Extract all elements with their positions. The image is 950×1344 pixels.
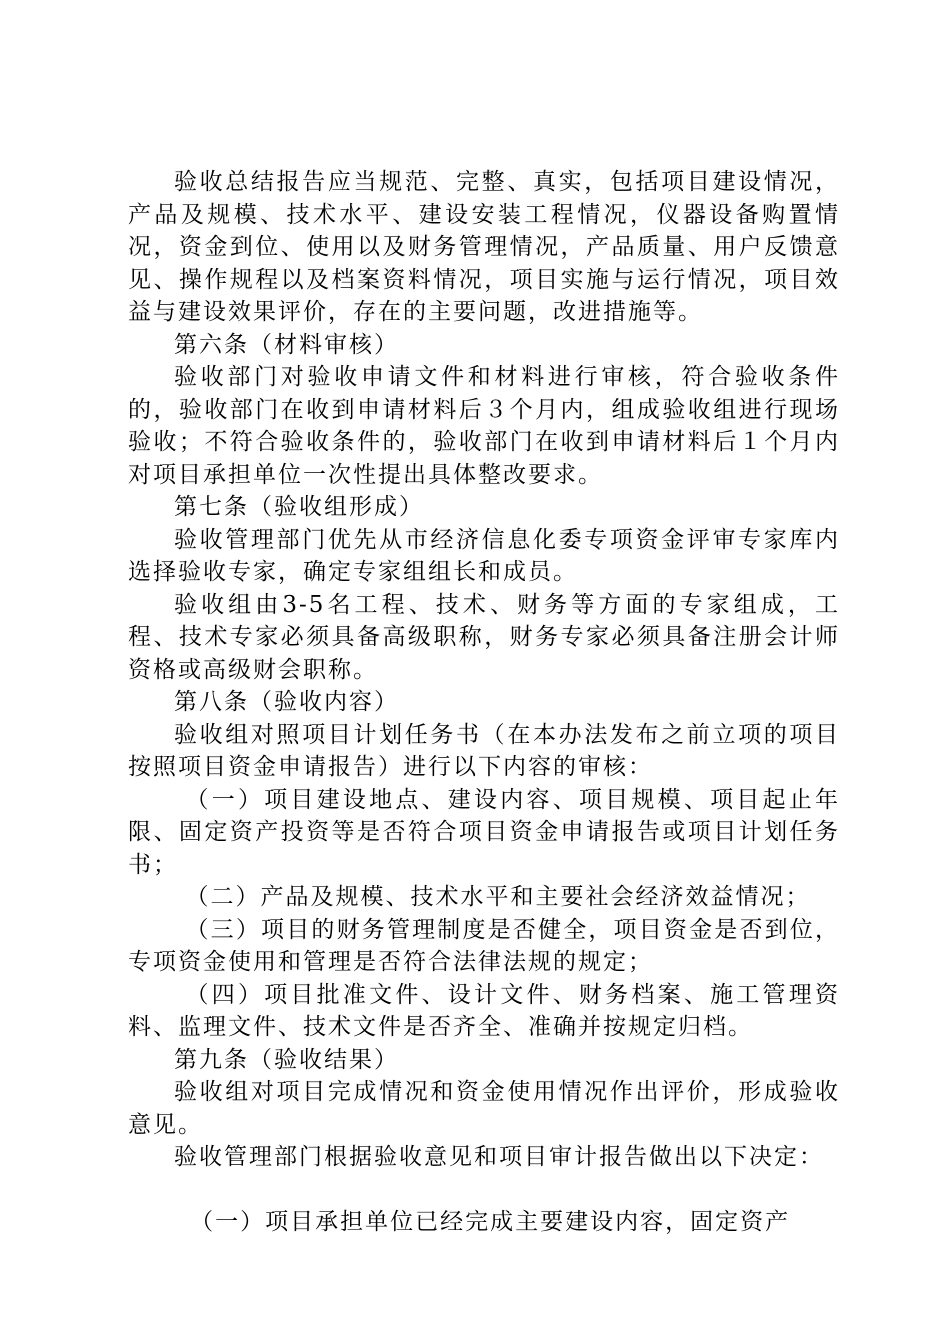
paragraph-spacer	[128, 1174, 840, 1206]
document-page	[128, 166, 840, 1238]
paragraph-decision: 验收管理部门根据验收意见和项目审计报告做出以下决定：	[174, 1144, 824, 1170]
paragraph-evaluation: 验收组对项目完成情况和资金使用情况作出评价，形成验收意见。	[128, 1079, 840, 1138]
article-8-heading: 第八条（验收内容）	[174, 689, 399, 715]
article-6-heading: 第六条（材料审核）	[174, 331, 399, 358]
review-item-2: （二）产品及规模、技术水平和主要社会经济效益情况；	[185, 884, 811, 910]
paragraph-expert-selection: 验收管理部门优先从市经济信息化委专项资金评审专家库内选择验收专家，确定专家组组长和成员。	[128, 526, 840, 585]
paragraph-summary-report: 验收总结报告应当规范、完整、真实，包括项目建设情况，产品及规模、技术水平、建设安装工程情况，仪器设备购置情况，资金到位、使用以及财务管理情况，产品质量、用户反馈意见、操作规程以及档案资料情况，项目实施与运行情况，项目效益与建设效果评价，存在的主要问题，改进措施等。	[128, 169, 840, 325]
paragraph-expert-composition: 验收组由3-5名工程、技术、财务等方面的专家组成，工程、技术专家必须具备高级职称，财务专家必须具备注册会计师资格或高级财会职称。	[128, 591, 840, 683]
review-item-1: （一）项目建设地点、建设内容、项目规模、项目起止年限、固定资产投资等是否符合项目资金申请报告或项目计划任务书；	[128, 786, 840, 878]
article-7-heading: 第七条（验收组形成）	[174, 494, 424, 520]
review-item-3: （三）项目的财务管理制度是否健全，项目资金是否到位，专项资金使用和管理是否符合法律法规的规定；	[128, 916, 840, 975]
decision-item-1: （一）项目承担单位已经完成主要建设内容，固定资产	[190, 1208, 791, 1235]
paragraph-material-review: 验收部门对验收申请文件和材料进行审核，符合验收条件的，验收部门在收到申请材料后３个月内，组成验收组进行现场验收；不符合验收条件的，验收部门在收到申请材料后１个月内对项目承担单位一次性提出具体整改要求。	[128, 364, 840, 488]
review-item-4: （四）项目批准文件、设计文件、财务档案、施工管理资料、监理文件、技术文件是否齐全、准确并按规定归档。	[128, 981, 840, 1040]
paragraph-review-basis: 验收组对照项目计划任务书（在本办法发布之前立项的项目按照项目资金申请报告）进行以下内容的审核：	[128, 721, 840, 780]
article-9-heading: 第九条（验收结果）	[174, 1046, 399, 1073]
